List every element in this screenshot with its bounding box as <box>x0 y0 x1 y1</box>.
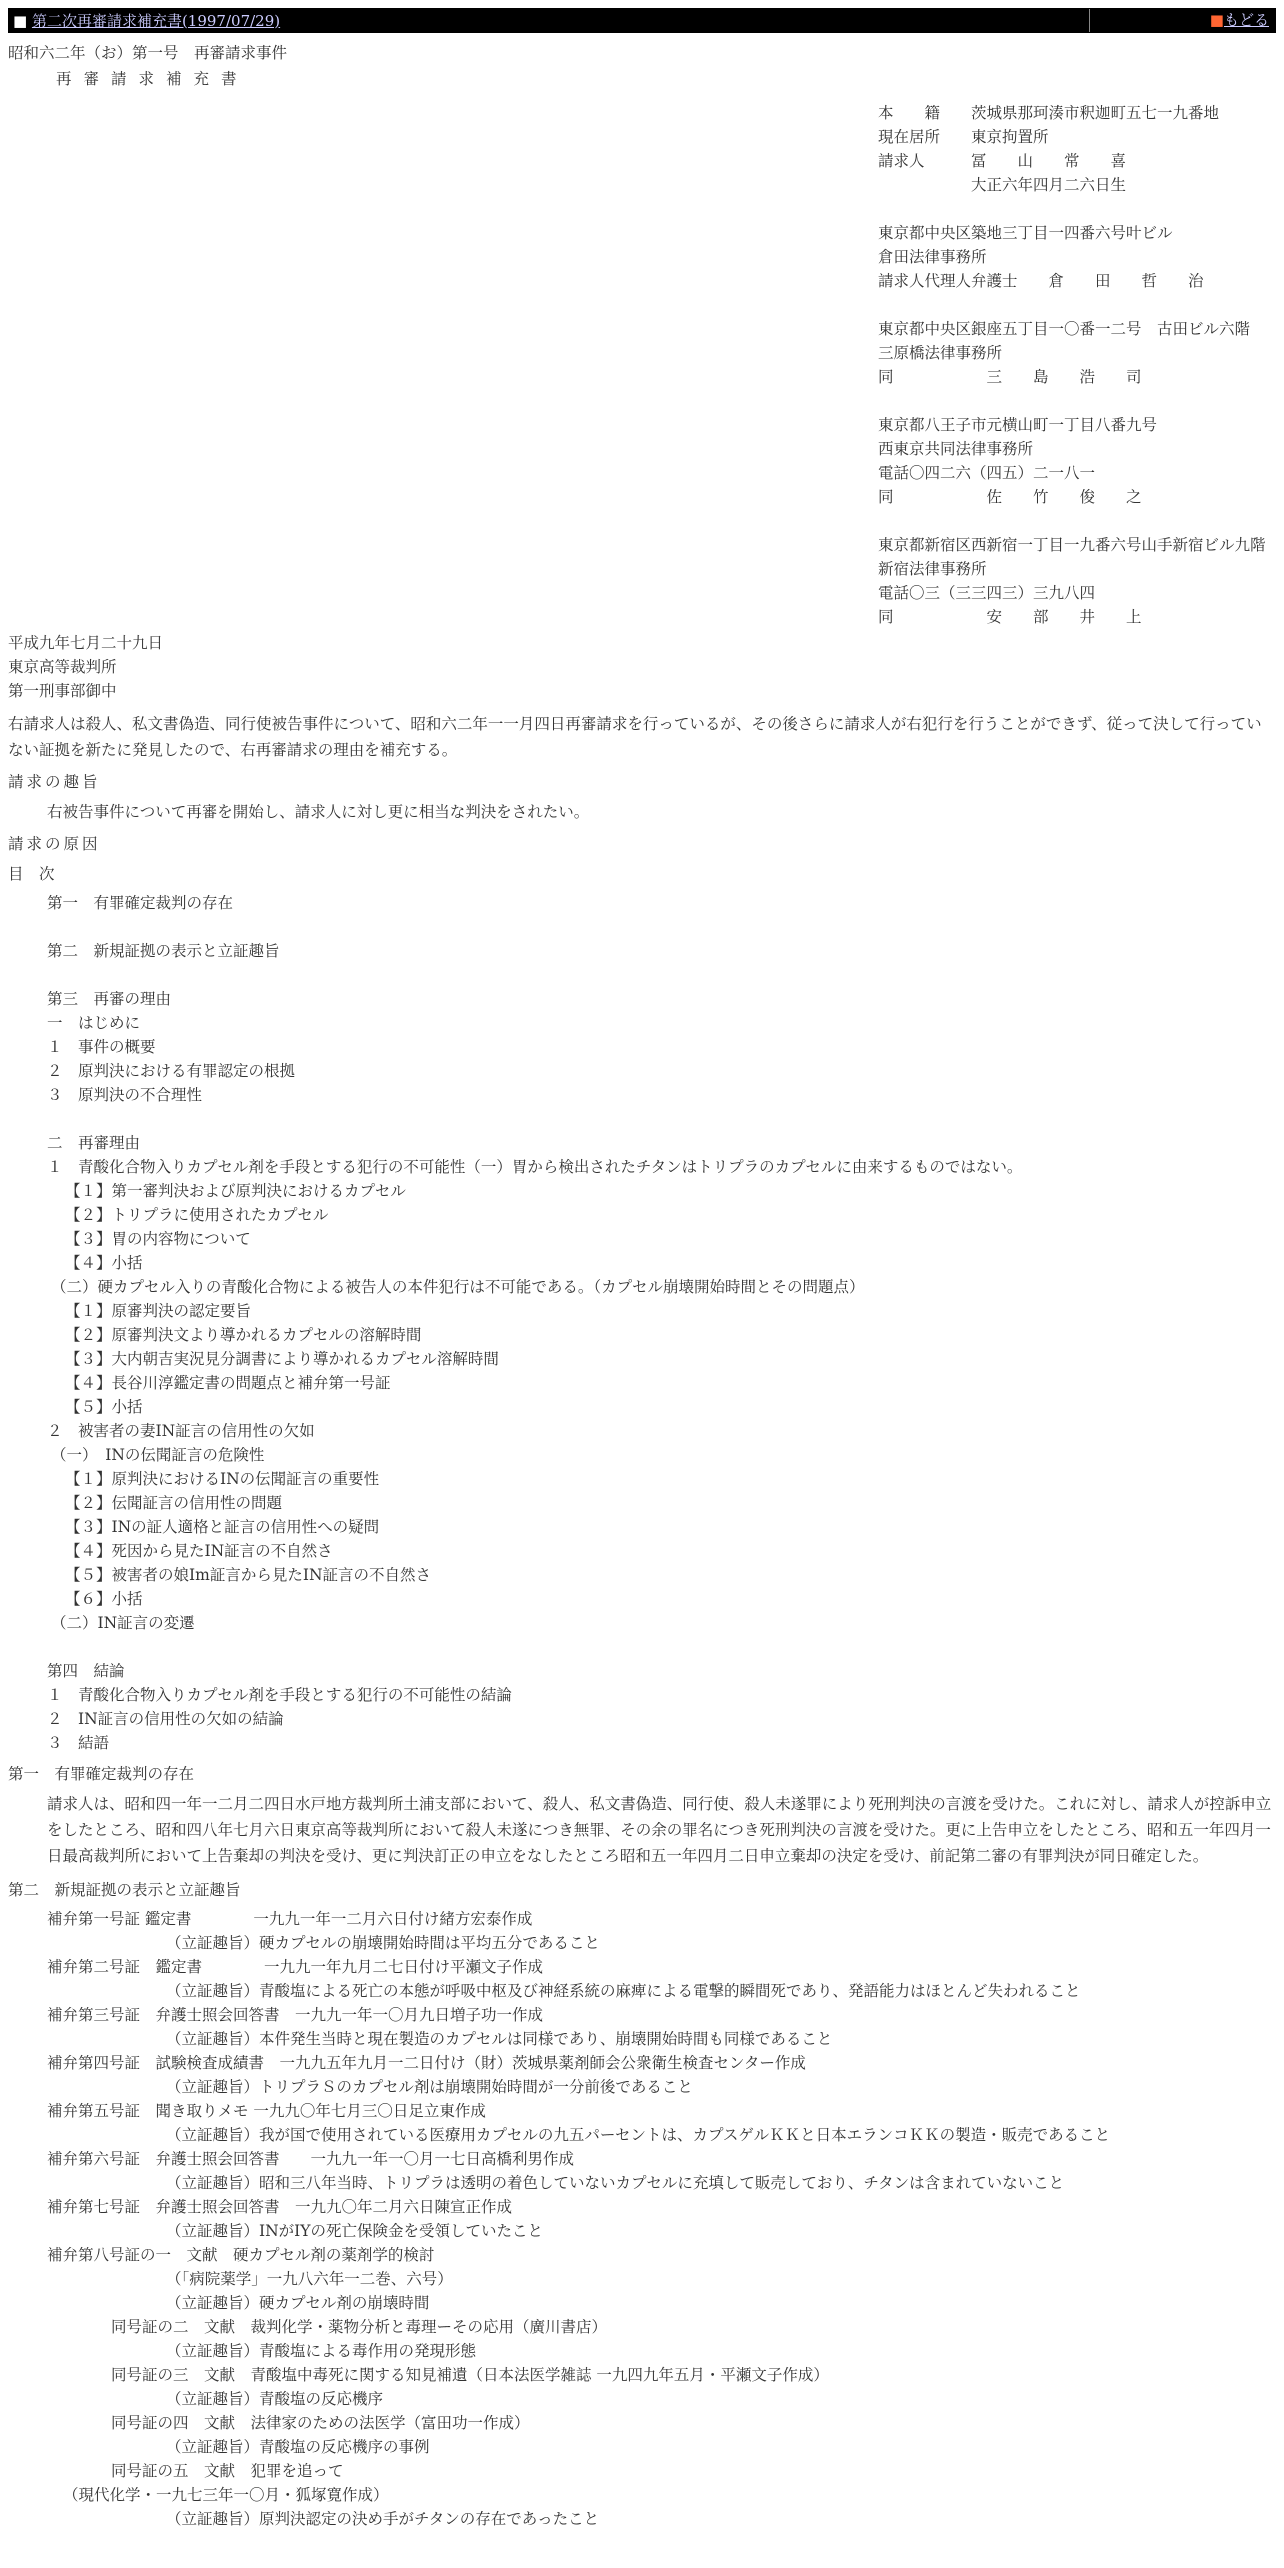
party-line: 現在居所 東京拘置所 <box>878 128 1049 146</box>
toc-item: ３ 結語 <box>47 1734 110 1752</box>
purpose-text: 右被告事件について再審を開始し、請求人に対し更に相当な判決をされたい。 <box>47 803 590 821</box>
toc-item: 第一 有罪確定裁判の存在 <box>47 894 234 912</box>
document-title: 再審請求補充書 <box>56 70 249 88</box>
section1-body: 請求人は、昭和四一年一二月二四日水戸地方裁判所土浦支部において、殺人、私文書偽造、同行使、殺人未遂罪により死刑判決の言渡を受けた。これに対し、請求人が控訴申立をしたところ、昭和四八年七月六日東京高等裁判所において殺人未遂につき無罪、その余の罪名につき死刑判決の言渡を受けた。更に上告申立をしたところ、昭和五一年四月一日最高裁判所において上告棄却の判決を受け、更に判決訂正の申立をなしたところ昭和五一年四月二日申立棄却の決定を受け、前記第二審の有罪判決が同日確定した。 <box>47 1795 1272 1865</box>
evidence-item: （立証趣旨）青酸塩の反応機序 <box>166 2390 384 2408</box>
party-line: 東京都八王子市元横山町一丁目八番九号 <box>878 416 1158 434</box>
party-line: 同 三 島 浩 司 <box>878 368 1142 386</box>
toc-item: 【６】小括 <box>65 1590 143 1608</box>
table-of-contents <box>8 891 1276 1755</box>
party-line: 東京都新宿区西新宿一丁目一九番六号山手新宿ビル九階 <box>878 536 1266 554</box>
party-line: 西東京共同法律事務所 <box>878 440 1034 458</box>
toc-item: １ 青酸化合物入りカプセル剤を手段とする犯行の不可能性（一）胃から検出されたチタンはトリプラのカプセルに由来するものではない。 <box>47 1158 1023 1176</box>
toc-item: （一） INの伝聞証言の危険性 <box>51 1446 265 1464</box>
toc-item: 【４】死因から見たIN証言の不自然さ <box>65 1542 333 1560</box>
square-bullet-icon: ■ <box>1209 11 1224 29</box>
toc-item: 【２】トリプラに使用されたカプセル <box>65 1206 329 1224</box>
evidence-item: 補弁第二号証 鑑定書 一九九一年九月二七日付け平瀬文子作成 <box>47 1958 544 1976</box>
toc-heading: 目 次 <box>8 865 55 883</box>
toc-item: 【２】伝聞証言の信用性の問題 <box>65 1494 283 1512</box>
back-link[interactable]: もどる <box>1223 11 1269 29</box>
toc-item: １ 青酸化合物入りカプセル剤を手段とする犯行の不可能性の結論 <box>47 1686 512 1704</box>
party-line: 同 佐 竹 俊 之 <box>878 488 1142 506</box>
toc-item: （二）硬カプセル入りの青酸化合物による被告人の本件犯行は不可能である。（カプセル崩壊開始時間とその問題点） <box>51 1278 865 1296</box>
evidence-item: 補弁第七号証 弁護士照会回答書 一九九〇年二月六日陳宣正作成 <box>47 2198 513 2216</box>
title-bar <box>8 8 1276 33</box>
parties-block <box>878 101 1276 629</box>
evidence-item: （「病院薬学」一九八六年一二巻、六号） <box>166 2270 453 2288</box>
page-title: ■ 第二次再審請求補充書(1997/07/29) <box>13 12 281 30</box>
evidence-item: 補弁第四号証 試験検査成績書 一九九五年九月一二日付け（財）茨城県薬剤師会公衆衛生検査センター作成 <box>47 2054 806 2072</box>
section1-heading: 第一 有罪確定裁判の存在 <box>8 1765 195 1783</box>
spacer <box>8 1635 1276 1659</box>
toc-item: 【１】原審判決の認定要旨 <box>65 1302 252 1320</box>
case-number: 昭和六二年（お）第一号 再審請求事件 <box>8 44 288 62</box>
toc-item: 【４】小括 <box>65 1254 143 1272</box>
evidence-item: （立証趣旨）青酸塩の反応機序の事例 <box>166 2438 430 2456</box>
party-line: 大正六年四月二六日生 <box>878 176 1127 194</box>
addressee-line: 第一刑事部御中 <box>8 682 117 700</box>
intro-paragraph: 右請求人は殺人、私文書偽造、同行使被告事件について、昭和六二年一一月四日再審請求を行っているが、その後さらに請求人が右犯行を行うことができず、従って決して行っていない証拠を新たに発見したので、右再審請求の理由を補充する。 <box>8 715 1262 759</box>
party-line: 電話〇四二六（四五）二一八一 <box>878 464 1096 482</box>
party-line: 本 籍 茨城県那珂湊市釈迦町五七一九番地 <box>878 104 1220 122</box>
party-line: 請求人代理人弁護士 倉 田 哲 治 <box>878 272 1204 290</box>
party-line: 同 安 部 井 上 <box>878 608 1142 626</box>
toc-item: 第二 新規証拠の表示と立証趣旨 <box>47 942 280 960</box>
evidence-item: （立証趣旨）INがIYの死亡保険金を受領していたこと <box>166 2222 544 2240</box>
toc-item: 【２】原審判決文より導かれるカプセルの溶解時間 <box>65 1326 422 1344</box>
toc-item: 一 はじめに <box>47 1014 141 1032</box>
evidence-item: 補弁第六号証 弁護士照会回答書 一九九一年一〇月一七日高橋利男作成 <box>47 2150 575 2168</box>
toc-item: 【１】第一審判決および原判決におけるカプセル <box>65 1182 406 1200</box>
evidence-item: （立証趣旨）青酸塩による死亡の本態が呼吸中枢及び神経系統の麻痺による電撃的瞬間死であり、発語能力はほとんど失われること <box>166 1982 1081 2000</box>
toc-item: 【３】INの証人適格と証言の信用性への疑問 <box>65 1518 380 1536</box>
evidence-item: 補弁第五号証 聞き取りメモ 一九九〇年七月三〇日足立東作成 <box>47 2102 486 2120</box>
addressee-block <box>8 631 1276 703</box>
toc-item: 【５】小括 <box>65 1398 143 1416</box>
evidence-item: 同号証の四 文献 法律家のための法医学（富田功一作成） <box>111 2414 530 2432</box>
spacer <box>8 1107 1276 1131</box>
toc-item: １ 事件の概要 <box>47 1038 156 1056</box>
evidence-item: （立証趣旨）青酸塩による毒作用の発現形態 <box>166 2342 477 2360</box>
evidence-item: 補弁第一号証 鑑定書 一九九一年一二月六日付け緒方宏泰作成 <box>47 1910 533 1928</box>
toc-item: （二）IN証言の変遷 <box>51 1614 195 1632</box>
spacer <box>8 963 1276 987</box>
party-line <box>878 509 1276 533</box>
evidence-item: 同号証の三 文献 青酸塩中毒死に関する知見補遺（日本法医学雑誌 一九四九年五月・平瀬文子作成） <box>111 2366 829 2384</box>
evidence-item: （立証趣旨）硬カプセル剤の崩壊時間 <box>166 2294 430 2312</box>
addressee-line: 平成九年七月二十九日 <box>8 634 164 652</box>
evidence-item: （現代化学・一九七三年一〇月・狐塚寛作成） <box>63 2486 389 2504</box>
toc-item: ２ IN証言の信用性の欠如の結論 <box>47 1710 284 1728</box>
toc-item: ２ 原判決における有罪認定の根拠 <box>47 1062 296 1080</box>
party-line: 電話〇三（三三四三）三九八四 <box>878 584 1096 602</box>
toc-item: 【１】原判決におけるINの伝聞証言の重要性 <box>65 1470 380 1488</box>
toc-item: ３ 原判決の不合理性 <box>47 1086 203 1104</box>
party-line <box>878 389 1276 413</box>
party-line: 三原橋法律事務所 <box>878 344 1003 362</box>
party-line <box>878 197 1276 221</box>
toc-item: 【３】大内朝吉実況見分調書により導かれるカプセル溶解時間 <box>65 1350 499 1368</box>
party-line: 請求人 冨 山 常 喜 <box>878 152 1127 170</box>
spacer <box>8 915 1276 939</box>
party-line: 新宿法律事務所 <box>878 560 987 578</box>
toc-item: ２ 被害者の妻IN証言の信用性の欠如 <box>47 1422 315 1440</box>
party-line: 東京都中央区築地三丁目一四番六号叶ビル <box>878 224 1173 242</box>
title-link[interactable]: 第二次再審請求補充書(1997/07/29) <box>31 12 281 30</box>
evidence-item: （立証趣旨）昭和三八年当時、トリプラは透明の着色していないカプセルに充填して販売しており、チタンは含まれていないこと <box>166 2174 1065 2192</box>
toc-item: 第四 結論 <box>47 1662 125 1680</box>
evidence-list <box>8 1907 1276 2531</box>
evidence-item: （立証趣旨）我が国で使用されている医療用カプセルの九五パーセントは、カプスゲルＫＫと日本エランコＫＫの製造・販売であること <box>166 2126 1111 2144</box>
evidence-item: 同号証の五 文献 犯罪を追って <box>111 2462 344 2480</box>
cause-heading: 請求の原因 <box>8 835 101 853</box>
addressee-line: 東京高等裁判所 <box>8 658 117 676</box>
party-line <box>878 293 1276 317</box>
toc-item: 【４】長谷川淳鑑定書の問題点と補弁第一号証 <box>65 1374 391 1392</box>
toc-item: 【３】胃の内容物について <box>65 1230 251 1248</box>
evidence-item: （立証趣旨）原判決認定の決め手がチタンの存在であったこと <box>166 2510 600 2528</box>
party-line: 倉田法律事務所 <box>878 248 987 266</box>
back-nav <box>1089 9 1275 32</box>
evidence-item: 同号証の二 文献 裁判化学・薬物分析と毒理ーその応用（廣川書店） <box>111 2318 608 2336</box>
evidence-item: （立証趣旨）硬カプセルの崩壊開始時間は平均五分であること <box>166 1934 600 1952</box>
evidence-item: 補弁第三号証 弁護士照会回答書 一九九一年一〇月九日増子功一作成 <box>47 2006 544 2024</box>
section2-heading: 第二 新規証拠の表示と立証趣旨 <box>8 1881 241 1899</box>
party-line: 東京都中央区銀座五丁目一〇番一二号 古田ビル六階 <box>878 320 1251 338</box>
evidence-item: （立証趣旨）トリプラＳのカプセル剤は崩壊開始時間が一分前後であること <box>166 2078 693 2096</box>
purpose-heading: 請求の趣旨 <box>8 773 101 791</box>
evidence-item: （立証趣旨）本件発生当時と現在製造のカプセルは同様であり、崩壊開始時間も同様であること <box>166 2030 833 2048</box>
toc-item: 第三 再審の理由 <box>47 990 172 1008</box>
evidence-item: 補弁第八号証の一 文献 硬カプセル剤の薬剤学的検討 <box>47 2246 435 2264</box>
toc-item: 【５】被害者の娘Im証言から見たIN証言の不自然さ <box>65 1566 432 1584</box>
toc-item: 二 再審理由 <box>47 1134 141 1152</box>
